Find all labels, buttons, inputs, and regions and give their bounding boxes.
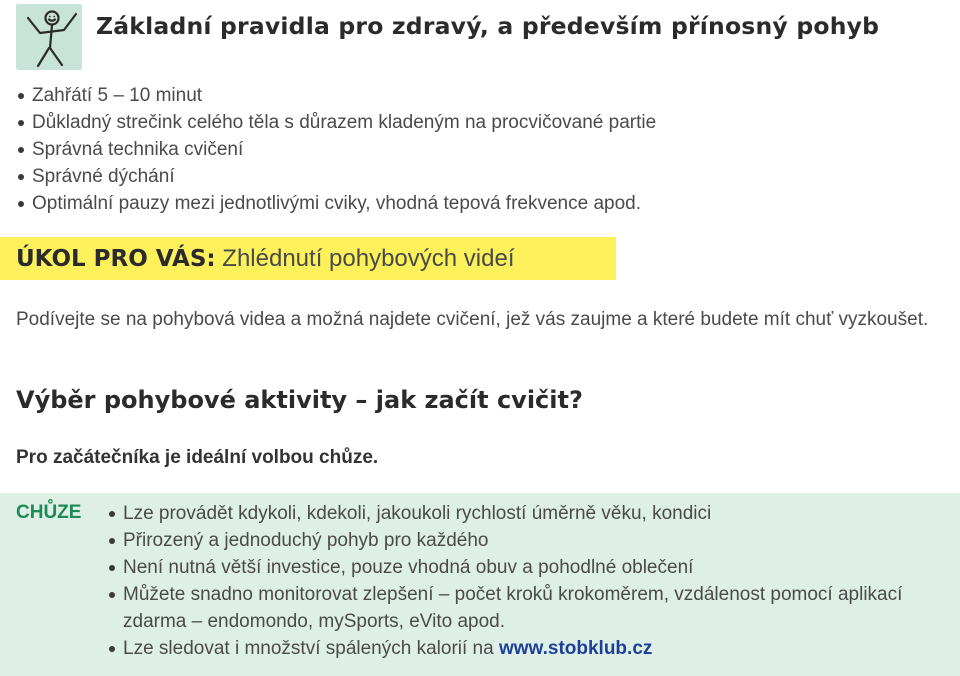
task-heading	[16, 245, 514, 273]
list-item: Důkladný strečink celého těla s důrazem kladeným na procvičované partie	[32, 109, 656, 136]
activity-subheading: Pro začátečníka je ideální volbou chůze.	[16, 447, 379, 468]
list-item-text: Lze sledovat i množství spálených kalorií na	[123, 638, 499, 659]
list-item: Přirozený a jednoduchý pohyb pro každého	[123, 527, 953, 554]
list-item: Zahřátí 5 – 10 minut	[32, 82, 656, 109]
task-description: Podívejte se na pohybová videa a možná najdete cvičení, jež vás zaujme a které budete mít chuť vyzkoušet.	[16, 309, 929, 330]
list-item: Správné dýchání	[32, 163, 656, 190]
list-item: Není nutná větší investice, pouze vhodná obuv a pohodlné oblečení	[123, 554, 953, 581]
list-item: Lze provádět kdykoli, kdekoli, jakoukoli rychlostí úměrně věku, kondici	[123, 500, 953, 527]
list-item: Můžete snadno monitorovat zlepšení – počet kroků krokoměrem, vzdálenost pomocí aplikací zdarma – endomondo, mySports, eVito apod.	[123, 581, 953, 635]
stobklub-link[interactable]: www.stobklub.cz	[498, 638, 653, 659]
activity-heading: Výběr pohybové aktivity – jak začít cvičit?	[16, 386, 583, 414]
list-item: Správná technika cvičení	[32, 136, 656, 163]
logo	[16, 4, 82, 70]
page-title: Základní pravidla pro zdravý, a především přínosný pohyb	[96, 12, 880, 40]
list-item: Optimální pauzy mezi jednotlivými cviky, vhodná tepová frekvence apod.	[32, 190, 656, 217]
stick-figure-icon	[16, 4, 82, 70]
rules-list	[32, 82, 656, 217]
task-text: Zhlédnutí pohybových videí	[222, 245, 515, 272]
walking-list	[123, 500, 953, 662]
list-item	[123, 635, 953, 662]
walking-label: CHŮZE	[16, 502, 82, 523]
task-label: ÚKOL PRO VÁS:	[16, 246, 216, 272]
